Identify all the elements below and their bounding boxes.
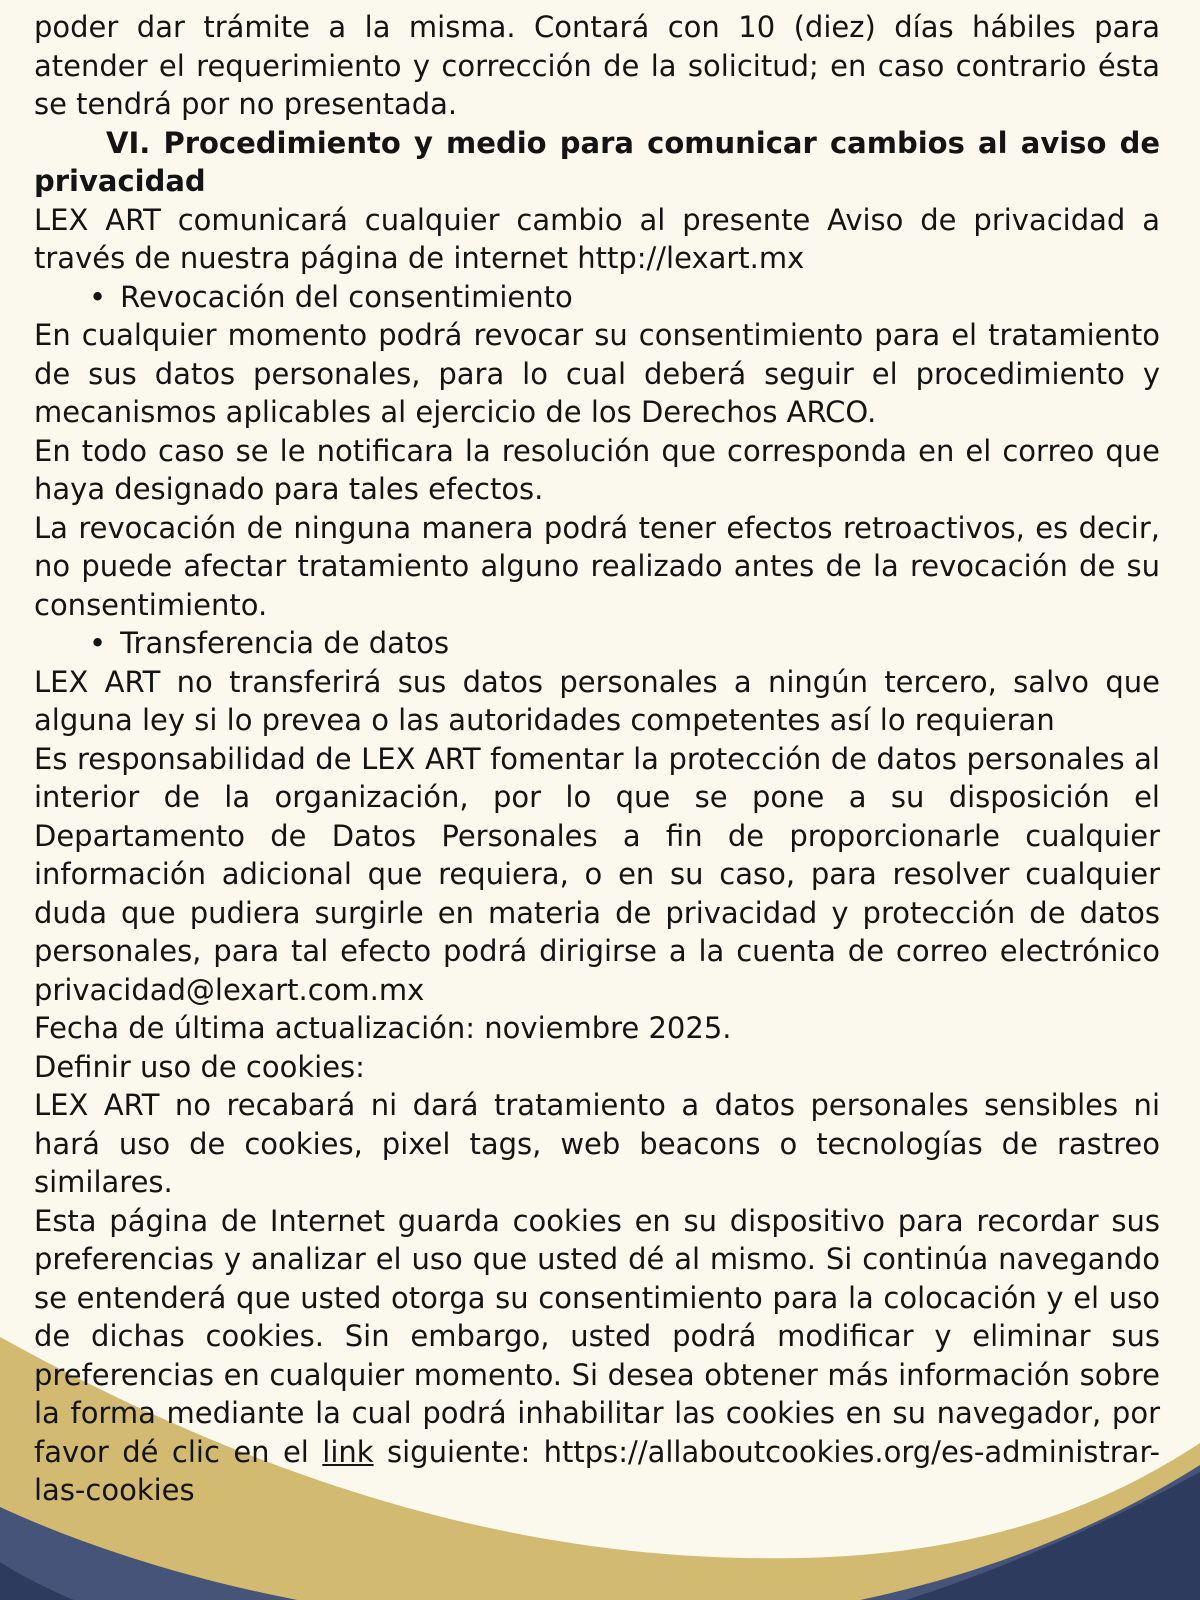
text-run: siguiente: https://allaboutcookies.org/es-administrar-las-cookies bbox=[34, 1434, 1160, 1507]
paragraph bbox=[34, 1202, 1160, 1510]
paragraph bbox=[34, 201, 1160, 278]
privacy-notice-text bbox=[34, 8, 1160, 1510]
paragraph bbox=[34, 1009, 1160, 1048]
paragraph bbox=[34, 509, 1160, 625]
text-run: La revocación de ninguna manera podrá tener efectos retroactivos, es decir, no puede afectar tratamiento alguno realizado antes de la revocación de su consentimiento. bbox=[34, 510, 1160, 622]
text-run: LEX ART no recabará ni dará tratamiento a datos personales sensibles ni hará uso de cookies, pixel tags, web beacons o tecnologías de rastreo similares. bbox=[34, 1088, 1160, 1199]
paragraph bbox=[34, 432, 1160, 509]
link-anchor[interactable]: link bbox=[322, 1434, 374, 1469]
paragraph bbox=[34, 316, 1160, 432]
section-heading bbox=[34, 124, 1160, 201]
text-run: En cualquier momento podrá revocar su consentimiento para el tratamiento de sus datos personales, para lo cual deberá seguir el procedimiento y mecanismos aplicables al ejercicio de los Derechos ARCO. bbox=[34, 318, 1160, 429]
paragraph bbox=[34, 8, 1160, 124]
paragraph bbox=[34, 1086, 1160, 1202]
bullet-item bbox=[34, 624, 1160, 663]
text-run: Transferencia de datos bbox=[120, 626, 450, 660]
paragraph bbox=[34, 740, 1160, 1010]
text-run: poder dar trámite a la misma. Contará con 10 (diez) días hábiles para atender el requerimiento y corrección de la solicitud; en caso contrario ésta se tendrá por no presentada. bbox=[34, 10, 1160, 121]
text-run: Esta página de Internet guarda cookies en su dispositivo para recordar sus preferencias y analizar el uso que usted dé al mismo. Si continúa navegando se entenderá que usted otorga su consentimiento para la colocación y el uso de dichas cookies. Sin embargo, usted podrá modificar y eliminar sus preferencias en cualquier momento. Si desea obtener más información sobre la forma mediante la cual podrá inhabilitar las cookies en su navegador, por favor dé clic en el bbox=[34, 1203, 1160, 1469]
text-run: Revocación del consentimiento bbox=[120, 279, 573, 314]
bullet-icon: • bbox=[89, 279, 107, 314]
text-run: Fecha de última actualización: noviembre 2025. bbox=[34, 1011, 732, 1045]
text-run: Es responsabilidad de LEX ART fomentar la protección de datos personales al interior de la organización, por lo que se pone a su disposición el Departamento de Datos Personales a fin de proporcionarle cualquier información adicional que requiera, o en su caso, para resolver cualquier duda que pudiera surgirle en materia de privacidad y protección de datos personales, para tal efecto podrá dirigirse a la cuenta de correo electrónico privacidad@lexart.com.mx bbox=[34, 741, 1160, 1007]
paragraph bbox=[34, 1048, 1160, 1087]
text-run: VI. Procedimiento y medio para comunicar cambios al aviso de privacidad bbox=[34, 125, 1160, 198]
text-run: LEX ART comunicará cualquier cambio al presente Aviso de privacidad a través de nuestra página de internet http://lexart.mx bbox=[34, 202, 1160, 275]
bullet-item bbox=[34, 278, 1160, 317]
text-run: LEX ART no transferirá sus datos personales a ningún tercero, salvo que alguna ley si lo prevea o las autoridades competentes así lo requieran bbox=[34, 664, 1160, 737]
paragraph bbox=[34, 663, 1160, 740]
bullet-icon: • bbox=[89, 626, 107, 660]
text-run: En todo caso se le notificara la resolución que corresponda en el correo que haya designado para tales efectos. bbox=[34, 433, 1160, 506]
text-run: Definir uso de cookies: bbox=[34, 1049, 365, 1084]
